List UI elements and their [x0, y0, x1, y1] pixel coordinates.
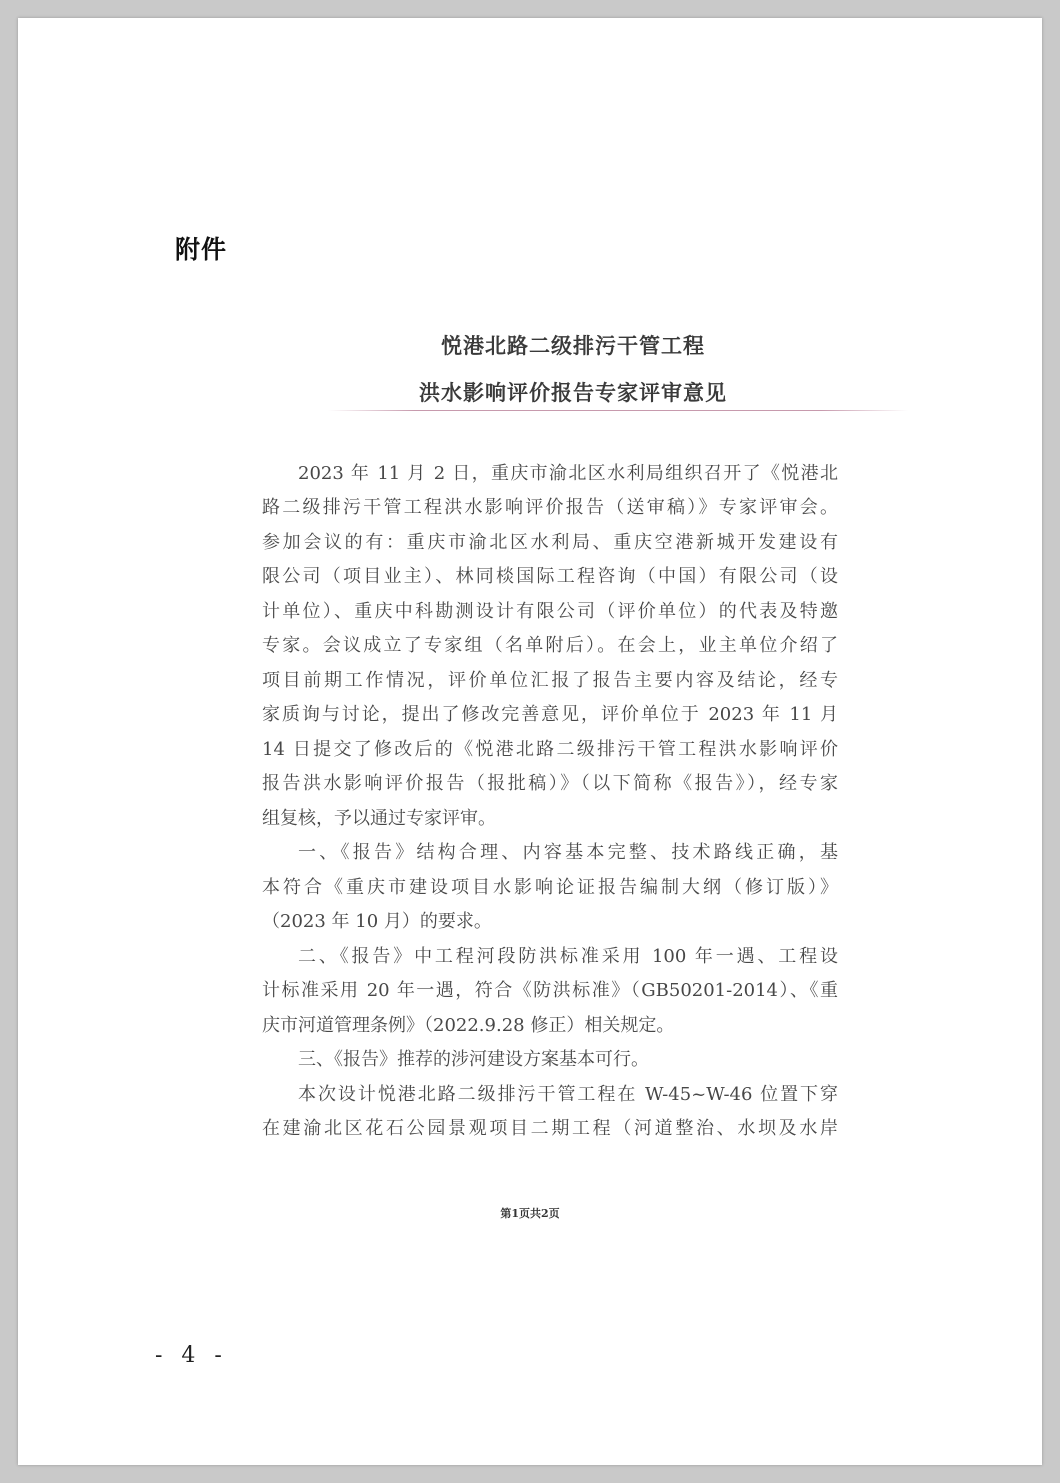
attachment-label: 附件 [175, 235, 228, 264]
body-line: 参加会议的有：重庆市渝北区水利局、重庆空港新城开发建设有 [262, 532, 838, 553]
body-line: 一、《报告》结构合理、内容基本完整、技术路线正确，基 [298, 842, 838, 863]
body-line: 专家。会议成立了专家组（名单附后）。在会上，业主单位介绍了 [262, 635, 838, 656]
document-title-line-2: 洪水影响评价报告专家评审意见 [419, 381, 727, 405]
body-line: 14 日提交了修改后的《悦港北路二级排污干管工程洪水影响评价 [262, 739, 838, 760]
document-title-line-1: 悦港北路二级排污干管工程 [441, 334, 705, 358]
body-line: 三、《报告》推荐的涉河建设方案基本可行。 [298, 1049, 649, 1070]
body-line: 庆市河道管理条例》（2022.9.28 修正）相关规定。 [262, 1015, 675, 1036]
body-line: 在建渝北区花石公园景观项目二期工程（河道整治、水坝及水岸 [262, 1118, 838, 1139]
body-line: 本符合《重庆市建设项目水影响论证报告编制大纲（修订版）》 [262, 877, 838, 898]
title-underline [328, 410, 908, 411]
scanned-document [18, 18, 1042, 1465]
document-page [18, 18, 1042, 1465]
body-line: 路二级排污干管工程洪水影响评价报告（送审稿）》专家评审会。 [262, 497, 838, 518]
body-line: 计单位）、重庆中科勘测设计有限公司（评价单位）的代表及特邀 [262, 601, 838, 622]
body-line: 二、《报告》中工程河段防洪标准采用 100 年一遇、工程设 [298, 946, 838, 967]
body-line: 2023 年 11 月 2 日，重庆市渝北区水利局组织召开了《悦港北 [298, 463, 838, 484]
body-line: （2023 年 10 月）的要求。 [262, 911, 492, 932]
scan-page-footer: 第1页共2页 [500, 1207, 560, 1220]
body-line: 限公司（项目业主）、林同棪国际工程咨询（中国）有限公司（设 [262, 566, 838, 587]
body-line: 项目前期工作情况，评价单位汇报了报告主要内容及结论，经专 [262, 670, 838, 691]
body-line: 组复核，予以通过专家评审。 [262, 808, 496, 829]
body-line: 计标准采用 20 年一遇，符合《防洪标准》（GB50201-2014）、《重 [262, 980, 838, 1001]
body-line: 本次设计悦港北路二级排污干管工程在 W-45~W-46 位置下穿 [298, 1084, 838, 1105]
page-number: - 4 - [155, 1343, 228, 1368]
body-line: 报告洪水影响评价报告（报批稿）》（以下简称《报告》），经专家 [262, 773, 838, 794]
body-line: 家质询与讨论，提出了修改完善意见，评价单位于 2023 年 11 月 [262, 704, 838, 725]
